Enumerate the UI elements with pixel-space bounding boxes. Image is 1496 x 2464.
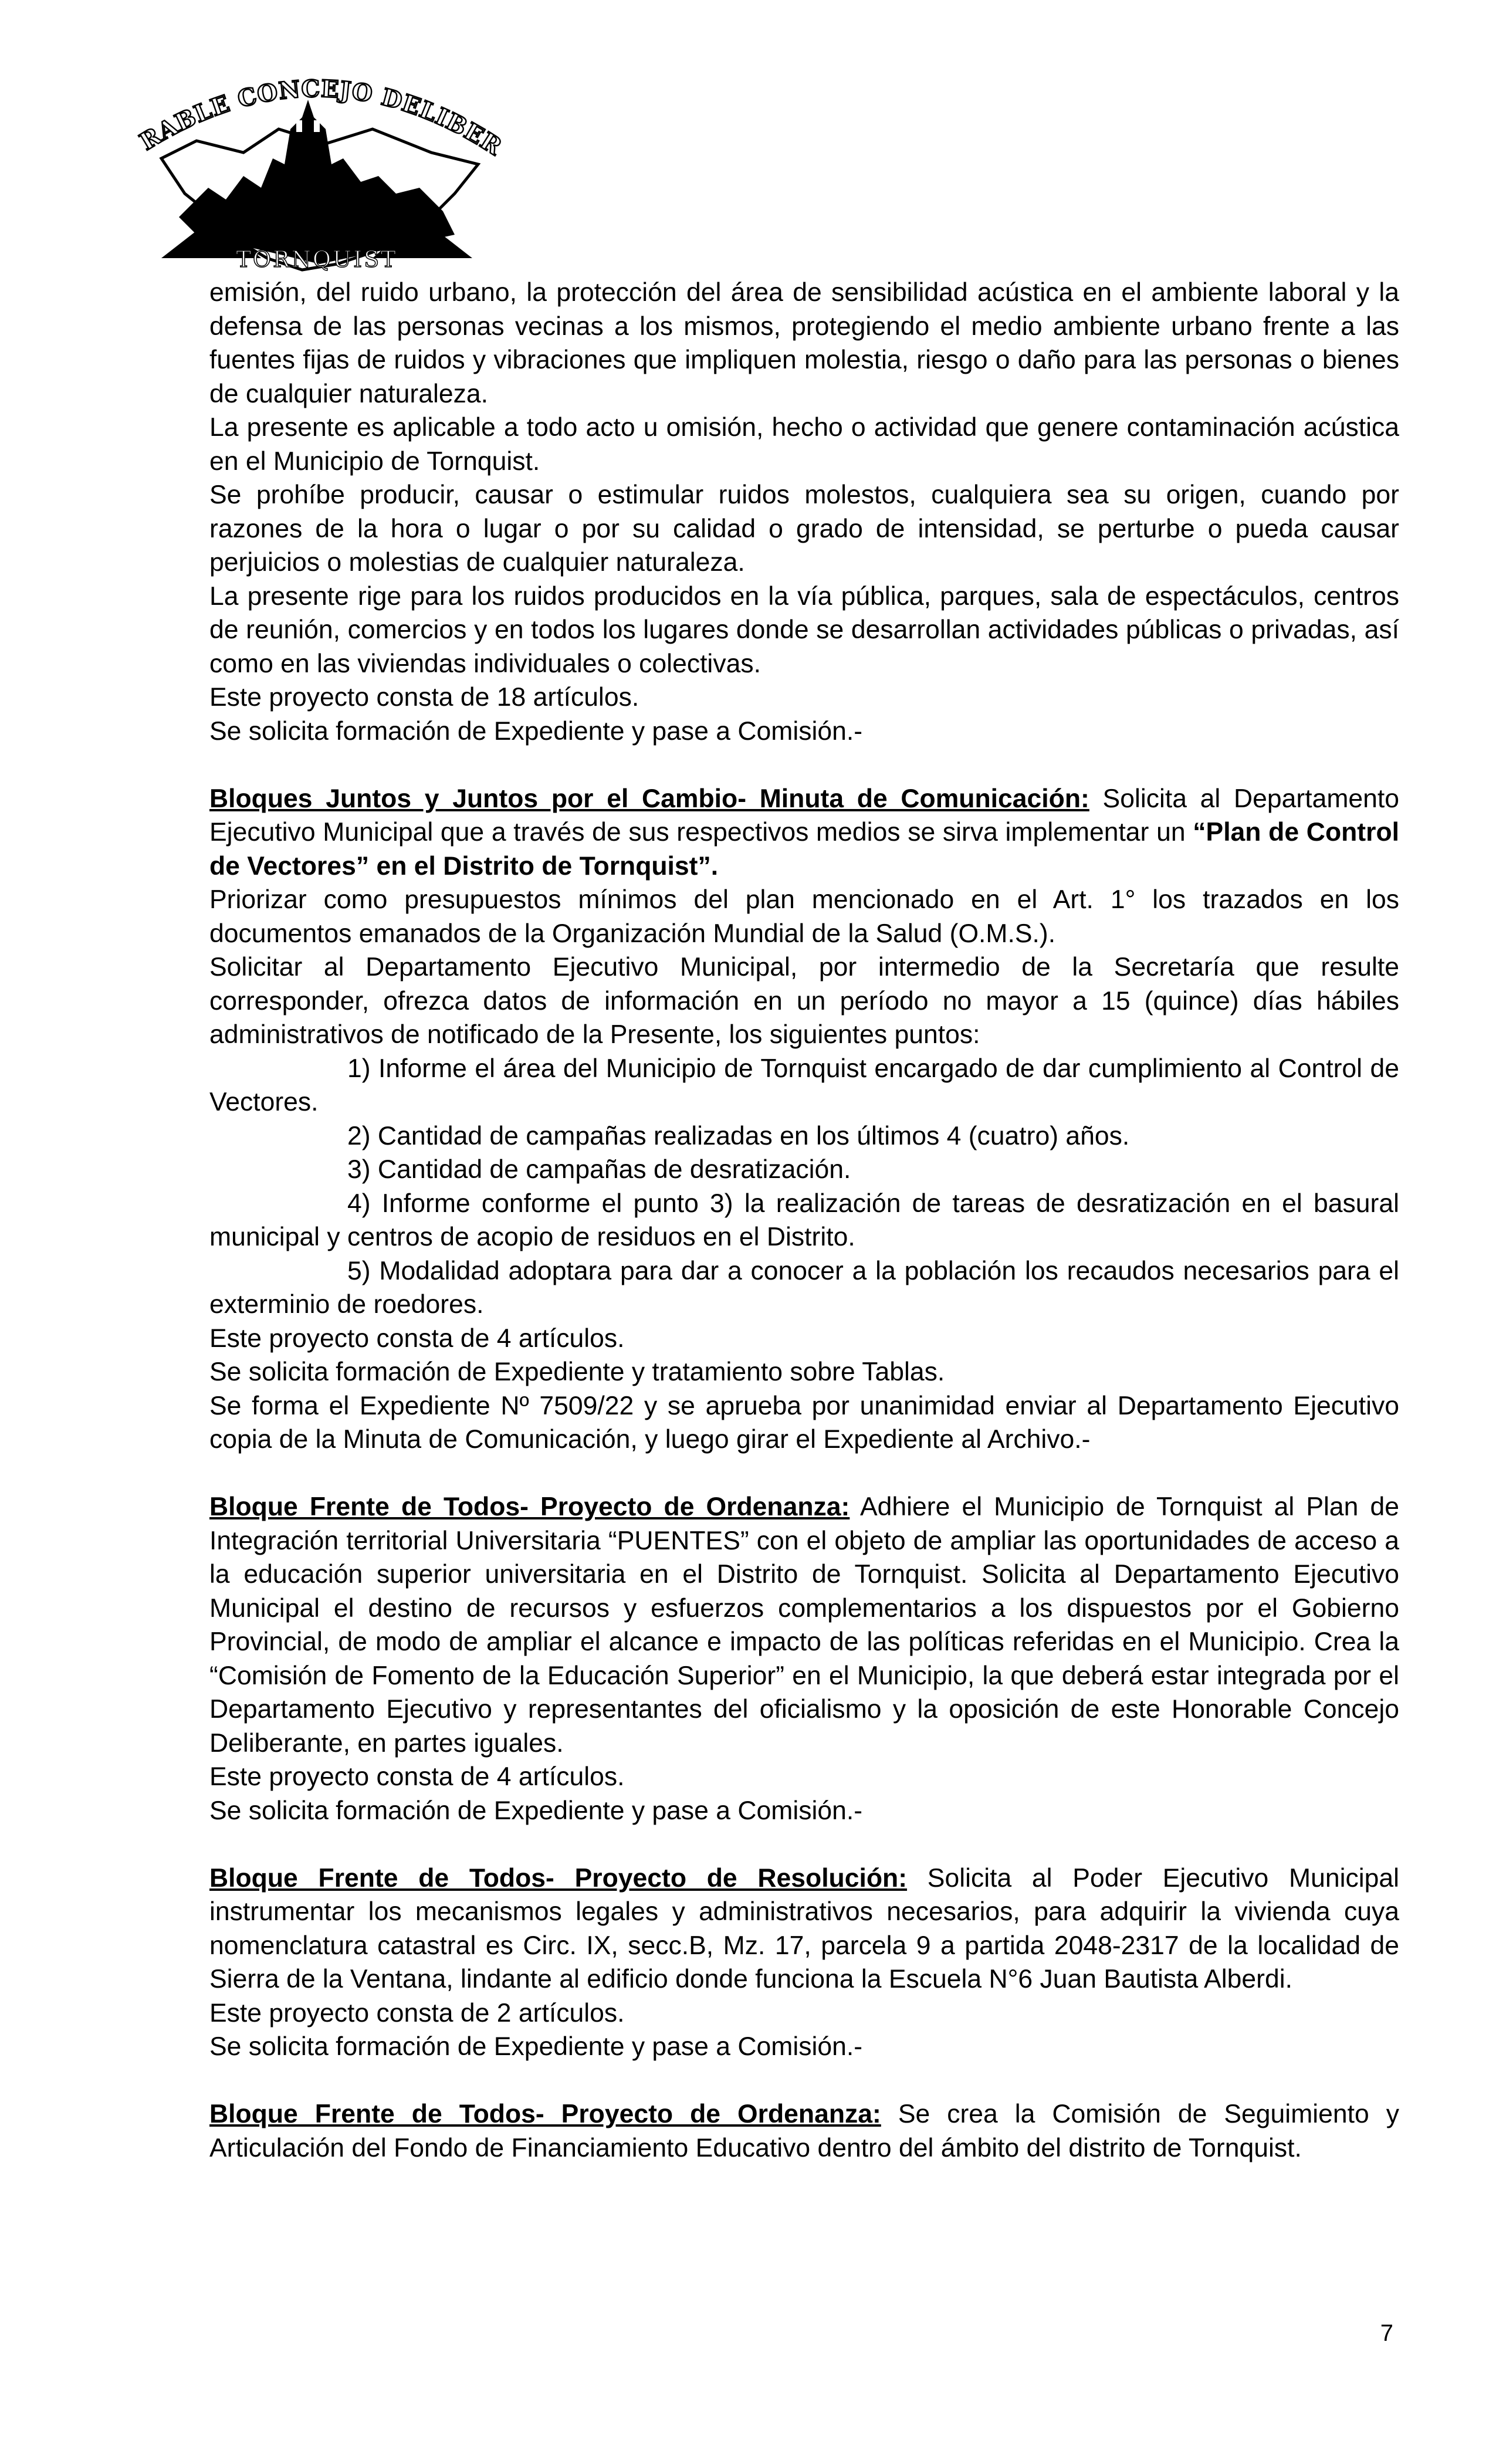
paragraph: Se solicita formación de Expediente y pase a Comisión.- [209,2032,863,2061]
section-puentes [209,1490,1399,1760]
section-resolucion [209,1861,1399,1996]
list-item: 3) Cantidad de campañas de desratización. [347,1155,851,1184]
paragraph: La presente es aplicable a todo acto u omisión, hecho o actividad que genere contaminación acústica en el Municipio de Tornquist. [209,413,1399,476]
section-vectores [209,782,1399,884]
paragraph: Priorizar como presupuestos mínimos del plan mencionado en el Art. 1° los trazados en los documentos emanados de la Organización Mundial de la Salud (O.M.S.). [209,885,1399,948]
paragraph: emisión, del ruido urbano, la protección del área de sensibilidad acústica en el ambiente laboral y la defensa de las personas vecinas a los mismos, protegiendo el medio ambiente urbano frente a las fuentes fijas de ruidos y vibraciones que impliquen molestia, riesgo o daño para las personas o bienes de cualquier naturaleza. [209,278,1399,408]
paragraph: Este proyecto consta de 4 artículos. [209,1762,625,1791]
document-body [209,276,1399,2165]
council-logo [126,41,507,276]
paragraph: Este proyecto consta de 2 artículos. [209,1998,625,2028]
list-item: 1) Informe el área del Municipio de Tornquist encargado de dar cumplimiento al Control de Vectores. [209,1054,1399,1116]
paragraph: Se prohíbe producir, causar o estimular ruidos molestos, cualquiera sea su origen, cuando por razones de la hora o lugar o por su calidad o grado de intensidad, se perturbe o pueda causar perjuicios o molestias de cualquier naturaleza. [209,480,1399,577]
section-intro: Solicita al Departamento Ejecutivo Municipal que a través de sus respectivos medios se sirva implementar un [209,784,1400,847]
list-item: 2) Cantidad de campañas realizadas en los últimos 4 (cuatro) años. [347,1121,1130,1150]
section-heading: Bloque Frente de Todos- Proyecto de Resolución: [209,1863,908,1893]
list-item: 4) Informe conforme el punto 3) la realización de tareas de desratización en el basural municipal y centros de acopio de residuos en el Distrito. [209,1189,1399,1251]
logo-town-text: TORNQUIST [236,246,398,272]
page-number: 7 [1380,2320,1393,2346]
paragraph: Este proyecto consta de 18 artículos. [209,683,639,712]
section-heading: Bloque Frente de Todos- Proyecto de Ordenanza: [209,1492,850,1521]
paragraph: Se solicita formación de Expediente y tratamiento sobre Tablas. [209,1358,945,1386]
paragraph: Este proyecto consta de 4 artículos. [209,1324,625,1353]
list-item: 5) Modalidad adoptara para dar a conocer a la población los recaudos necesarios para el exterminio de roedores. [209,1256,1399,1319]
section-body: Solicita al Poder Ejecutivo Municipal instrumentar los mecanismos legales y administrativos necesarios, para adquirir la vivienda cuya nomenclatura catastral es Circ. IX, secc.B, Mz. 17, parcela 9 a partida 2048-2317 de la localidad de Sierra de la Ventana, lindante al edificio donde funciona la Escuela N°6 Juan Bautista Alberdi. [209,1863,1399,1993]
section-fondo-educativo [209,2097,1399,2165]
section-body: Se crea la Comisión de Seguimiento y Articulación del Fondo de Financiamiento Educativo dentro del ámbito del distrito de Tornquist. [209,2100,1399,2162]
logo-arc-text: RABLE CONCEJO DELIBER [135,75,507,161]
section-heading: Bloque Frente de Todos- Proyecto de Ordenanza: [209,2100,881,2128]
paragraph: La presente rige para los ruidos producidos en la vía pública, parques, sala de espectáculos, centros de reunión, comercios y en todos los lugares donde se desarrollan actividades públicas o privadas, así como en las viviendas individuales o colectivas. [209,581,1399,678]
plan-title: “Plan de Control de Vectores” en el Distrito de Tornquist”. [209,818,1399,881]
paragraph: Se forma el Expediente Nº 7509/22 y se aprueba por unanimidad enviar al Departamento Ejecutivo copia de la Minuta de Comunicación, y luego girar el Expediente al Archivo.- [209,1391,1399,1454]
paragraph: Se solicita formación de Expediente y pase a Comisión.- [209,716,863,746]
section-heading: Bloques Juntos y Juntos por el Cambio- Minuta de Comunicación: [209,784,1089,813]
paragraph: Se solicita formación de Expediente y pase a Comisión.- [209,1796,863,1825]
section-body: Adhiere el Municipio de Tornquist al Plan de Integración territorial Universitaria “PUENTES” con el objeto de ampliar las oportunidades de acceso a la educación superior universitaria en el Distrito de Tornquist. Solicita al Departamento Ejecutivo Municipal el destino de recursos y esfuerzos complementarios a los dispuestos por el Gobierno Provincial, de modo de ampliar el alcance e impacto de las políticas referidas en el Municipio. Crea la “Comisión de Fomento de la Educación Superior” en el Municipio, la que deberá estar integrada por el Departamento Ejecutivo y representantes del oficialismo y la oposición de este Honorable Concejo Deliberante, en partes iguales. [209,1492,1399,1758]
paragraph: Solicitar al Departamento Ejecutivo Municipal, por intermedio de la Secretaría que resulte corresponder, ofrezca datos de información en un período no mayor a 15 (quince) días hábiles administrativos de notificado de la Presente, los siguientes puntos: [209,953,1399,1049]
